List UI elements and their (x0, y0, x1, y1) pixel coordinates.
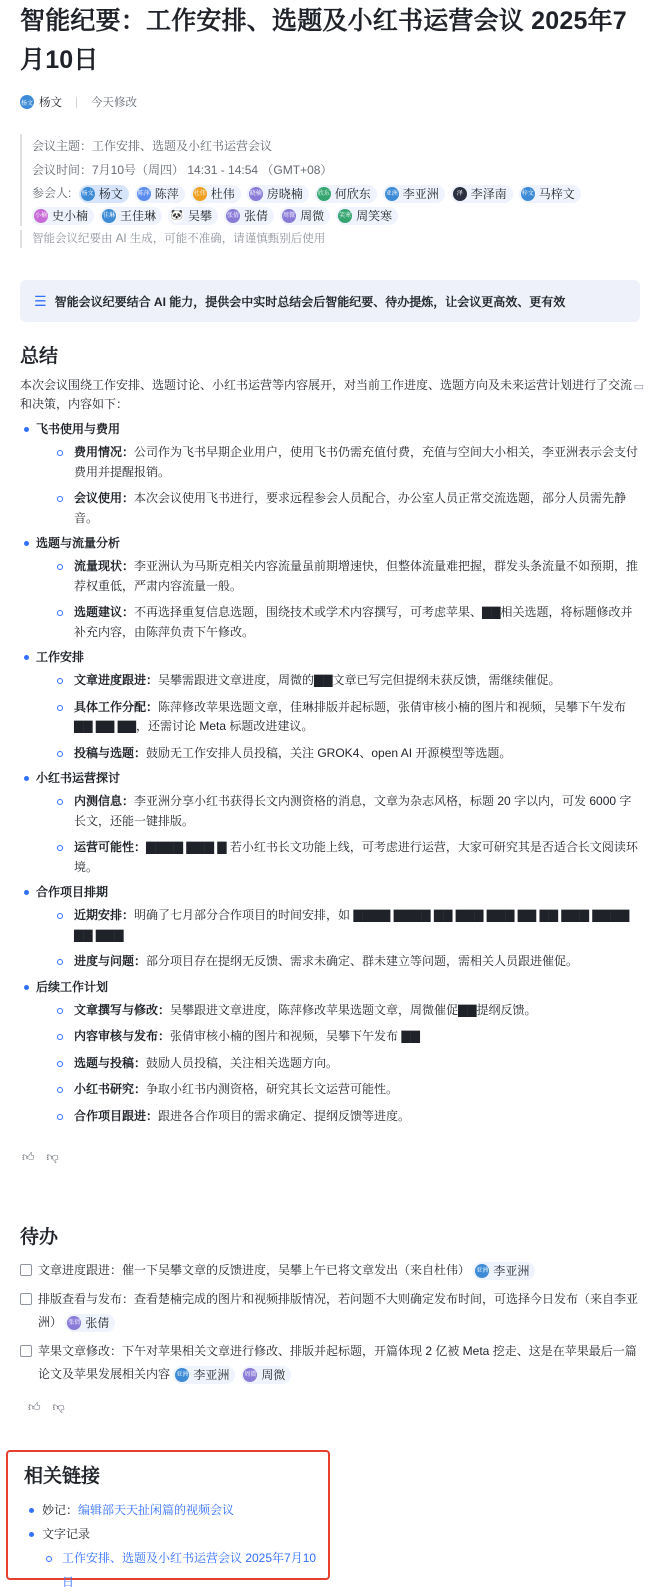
participants-label: 参会人: (32, 186, 72, 200)
thumb-up-icon[interactable]: 👍︎ (22, 1150, 35, 1164)
item-label: 内容审核与发布： (74, 1029, 171, 1043)
list-item (36, 1104, 640, 1131)
section-items (36, 789, 640, 881)
links-heading: 相关链接 (24, 1466, 101, 1487)
person-chip[interactable] (280, 207, 330, 225)
item-text: 陈萍修改苹果选题文章，佳琳排版并起标题，张倩审核小楠的图片和视频，吴攀下午发布 ▇▇ ▇▇ ▇▇，还需讨论 Meta 标题改进建议。 (74, 699, 627, 733)
item-text: 明确了七月部分合作项目的时间安排，如 ▇▇▇▇ ▇▇▇▇ ▇▇ ▇▇▇ ▇▇▇ ▇▇ ▇▇ ▇▇▇ ▇▇▇▇ ▇▇ ▇▇▇ (74, 908, 630, 942)
links-list (24, 1498, 328, 1594)
transcript-link[interactable]: 工作安排、选题及小红书运营会议 2025年7月10日 (62, 1551, 317, 1589)
person-name: 吴攀 (188, 208, 213, 223)
item-label: 文章撰写与修改： (74, 1002, 171, 1017)
todo-text: 文章进度跟进：催一下吴攀文章的反馈进度，吴攀上午已将文章发出（来自杜伟） (38, 1263, 474, 1277)
list-item (36, 600, 640, 646)
person-chip[interactable] (100, 207, 162, 225)
summary-heading: 总结 (20, 346, 59, 367)
meeting-topic: 会议主题：工作安排、选题及小红书运营会议 (32, 139, 273, 153)
list-item (24, 1498, 328, 1522)
avatar: 佳琳 (102, 209, 116, 223)
modified-time: 今天修改 (91, 97, 137, 109)
item-text: 公司作为飞书早期企业用户，使用飞书仍需充值付费，充值与空间大小相关，李亚洲表示会支付费用并提醒报销。 (74, 445, 639, 479)
item-label: 近期安排： (74, 908, 135, 922)
item-text: 本次会议使用飞书进行，要求远程参会人员配合，办公室人员正常交流选题，部分人员需先静音。 (74, 491, 627, 525)
item-text: 吴攀需跟进文章进度，周微的▇▇文章已写完但提纲未获反馈，需继续催促。 (158, 673, 561, 687)
section-items (36, 668, 640, 767)
section-items (36, 554, 640, 646)
summary-section (20, 646, 640, 767)
todo-text: 排版查看与发布：查看楚楠完成的图片和视频排版情况，若问题不大则确定发布时间，可选择今日发布（来自李亚洲） (38, 1292, 639, 1329)
thumb-down-icon[interactable]: 👎︎ (46, 1150, 59, 1164)
section-title: 飞书使用与费用 (36, 422, 121, 436)
avatar: 小楠 (34, 209, 48, 223)
summary-list-icon: ☰ (34, 292, 47, 309)
person-name: 马梓文 (538, 186, 575, 201)
item-label: 费用情况： (74, 445, 135, 459)
avatar: 🐼 (170, 209, 184, 221)
avatar: 亚洲 (385, 187, 399, 201)
list-item (36, 835, 640, 881)
ai-callout (20, 280, 640, 322)
avatar: 周微 (243, 1368, 257, 1382)
sub-list (42, 1546, 328, 1594)
person-chip[interactable] (451, 185, 513, 203)
avatar: 杜伟 (193, 187, 207, 201)
summary-intro-text: 本次会议围绕工作安排、选题讨论、小红书运营等内容展开，对当前工作进度、选题方向及未来运营计划进行了交流和决策，内容如下： (20, 378, 633, 411)
thumb-down-icon[interactable]: 👎︎ (52, 1400, 65, 1414)
minutes-link[interactable]: 编辑部天天扯闲篇的视频会议 (78, 1503, 235, 1517)
avatar: 晓楠 (249, 187, 263, 201)
ai-disclaimer: 智能会议纪要由 AI 生成，可能不准确，请谨慎甄别后使用 (20, 230, 640, 248)
person-name: 杜伟 (210, 186, 235, 201)
list-item (36, 440, 640, 486)
section-title: 合作项目排期 (36, 885, 109, 899)
todo-feedback-bar (28, 1400, 640, 1415)
summary-section (20, 767, 640, 881)
person-name: 李亚洲 (402, 186, 439, 201)
person-chip[interactable] (315, 185, 377, 203)
section-items (36, 440, 640, 532)
item-label: 小红书研究： (74, 1082, 147, 1096)
summary-intro (20, 376, 644, 414)
callout-text: 智能会议纪要结合 AI 能力，提供会中实时总结会后智能纪要、待办提炼，让会议更高效、更有效 (54, 294, 566, 309)
item-label: 选题建议： (74, 605, 135, 619)
avatar: 杨文 (81, 187, 95, 201)
avatar: 笑寒 (338, 209, 352, 223)
person-chip[interactable] (241, 1366, 291, 1384)
item-text: 不再选择重复信息选题，围绕技术或学术内容撰写，可考虑苹果、▇▇相关选题，将标题修改并补充内容，由陈萍负责下午修改。 (74, 605, 633, 639)
item-text: 部分项目存在提纲无反馈、需求未确定、群未建立等问题，需相关人员跟进催促。 (146, 954, 579, 968)
todo-checkbox[interactable] (20, 1264, 32, 1276)
avatar: 陈萍 (137, 187, 151, 201)
list-item (24, 1522, 328, 1594)
feedback-bar (22, 1150, 640, 1165)
item-text: 鼓励人员投稿，关注相关选题方向。 (146, 1055, 339, 1070)
summary-section (20, 881, 640, 976)
item-label: 运营可能性： (74, 840, 147, 854)
person-chip[interactable] (473, 1262, 535, 1280)
item-text: 李亚洲认为马斯克相关内容流量虽前期增速快，但整体流量难把握，群发头条流量不如预期，推荐权重低，严肃内容流量一般。 (74, 559, 639, 593)
list-item (36, 998, 640, 1025)
person-name: 周笑寒 (356, 208, 393, 223)
person-name: 房晓楠 (266, 186, 303, 201)
person-name: 史小楠 (52, 208, 89, 223)
item-text: ▇▇▇▇ ▇▇▇ ▇ 若小红书长文功能上线，可考虑进行运营，大家可研究其是否适合长文阅读环境。 (74, 840, 638, 874)
person-name: 王佳琳 (120, 208, 157, 223)
person-chip[interactable] (336, 207, 398, 225)
person-name: 李亚洲 (493, 1263, 530, 1278)
summary-section (20, 418, 640, 532)
item-label: 合作项目跟进： (74, 1108, 159, 1123)
meeting-time: 会议时间：7月10号（周四） 14:31 - 14:54 （GMT+08） (32, 163, 333, 177)
comment-icon[interactable]: ▭ (633, 381, 644, 393)
person-chip[interactable] (65, 1314, 115, 1332)
person-name: 李泽南 (470, 186, 507, 201)
list-item (36, 695, 640, 741)
thumb-up-icon[interactable]: 👍︎ (28, 1400, 41, 1414)
person-name: 周微 (300, 208, 325, 223)
todo-heading: 待办 (20, 1227, 59, 1248)
person-chip[interactable] (168, 207, 218, 225)
item-text: 李亚洲分享小红书获得长文内测资格的消息，文章为杂志风格，标题 20 字以内，可发 6000 字长文，还能一键排版。 (74, 794, 632, 828)
item-label: 会议使用： (74, 491, 135, 505)
person-name: 陈萍 (154, 186, 179, 201)
list-item (36, 486, 640, 532)
person-chip[interactable] (135, 185, 185, 203)
item-label: 文章进度跟进： (74, 673, 159, 687)
section-title: 后续工作计划 (36, 979, 109, 994)
todo-item (20, 1340, 640, 1386)
person-name: 李亚洲 (193, 1367, 230, 1382)
summary-section (20, 532, 640, 646)
item-label: 内测信息： (74, 794, 135, 808)
todo-checkbox[interactable] (20, 1293, 32, 1305)
list-item (36, 1077, 640, 1104)
link-label: 妙记： (42, 1503, 79, 1517)
list-item (36, 1051, 640, 1078)
meeting-info (20, 134, 640, 226)
section-items (36, 903, 640, 976)
list-item (42, 1546, 328, 1594)
person-name: 张倩 (85, 1315, 110, 1330)
todo-checkbox[interactable] (20, 1345, 32, 1357)
item-label: 流量现状： (74, 559, 135, 573)
todo-item (20, 1259, 640, 1282)
doc-meta (20, 92, 640, 112)
avatar: 张倩 (226, 209, 240, 223)
list-item (36, 668, 640, 695)
related-links (6, 1450, 330, 1589)
section-items (36, 998, 640, 1131)
list-item (36, 949, 640, 976)
avatar: 周微 (282, 209, 296, 223)
item-label: 选题与投稿： (74, 1055, 147, 1070)
avatar: 亚洲 (475, 1264, 489, 1278)
avatar: 张倩 (67, 1316, 81, 1330)
avatar: 泽 (453, 187, 467, 201)
summary-section (20, 976, 640, 1131)
avatar: 欣东 (317, 187, 331, 201)
person-name: 何欣东 (334, 186, 371, 201)
summary-sections (20, 418, 640, 1130)
item-text: 跟进各合作项目的需求确定、提纲反馈等进度。 (158, 1108, 411, 1123)
person-chip[interactable] (191, 185, 241, 203)
item-label: 具体工作分配： (74, 699, 159, 714)
page-title: 智能纪要：工作安排、选题及小红书运营会议 2025年7月10日 (20, 7, 627, 74)
person-chip[interactable] (79, 185, 129, 203)
avatar[interactable]: 杨文 (20, 95, 34, 109)
person-chip[interactable] (383, 185, 445, 203)
section-title: 工作安排 (36, 650, 85, 664)
avatar: 亚洲 (175, 1368, 189, 1382)
todo-text: 苹果文章修改：下午对苹果相关文章进行修改、排版并起标题，开篇体现 2 亿被 Meta 挖走、这是在苹果最后一篇论文及苹果发展相关内容 (38, 1344, 637, 1381)
person-name: 张倩 (244, 208, 269, 223)
person-name: 杨文 (98, 186, 123, 201)
item-text: 吴攀跟进文章进度，陈萍修改苹果选题文章，周微催促▇▇提纲反馈。 (170, 1002, 537, 1017)
item-label: 进度与问题： (74, 954, 147, 968)
person-chip[interactable] (247, 185, 309, 203)
participants-list (32, 182, 640, 226)
todo-item (20, 1288, 640, 1334)
list-item (36, 554, 640, 600)
item-text: 鼓励无工作安排人员投稿，关注 GROK4、open AI 开源模型等选题。 (146, 745, 512, 760)
person-chip[interactable] (519, 185, 581, 203)
section-title: 选题与流量分析 (36, 536, 121, 550)
person-chip[interactable] (32, 207, 94, 225)
list-item (36, 741, 640, 768)
avatar: 梓文 (521, 187, 535, 201)
author-name[interactable]: 杨文 (39, 97, 62, 109)
list-item (36, 903, 640, 949)
list-item (36, 789, 640, 835)
person-chip[interactable] (173, 1366, 235, 1384)
item-text: 张倩审核小楠的图片和视频，吴攀下午发布 ▇▇ (170, 1029, 420, 1043)
list-item (36, 1024, 640, 1051)
todo-list (20, 1259, 640, 1386)
item-text: 争取小红书内测资格，研究其长文运营可能性。 (146, 1082, 399, 1096)
person-name: 周微 (261, 1367, 286, 1382)
divider (76, 97, 77, 108)
item-label: 投稿与选题： (74, 745, 147, 760)
link-label: 文字记录 (42, 1527, 91, 1541)
person-chip[interactable] (224, 207, 274, 225)
section-title: 小红书运营探讨 (36, 771, 121, 785)
